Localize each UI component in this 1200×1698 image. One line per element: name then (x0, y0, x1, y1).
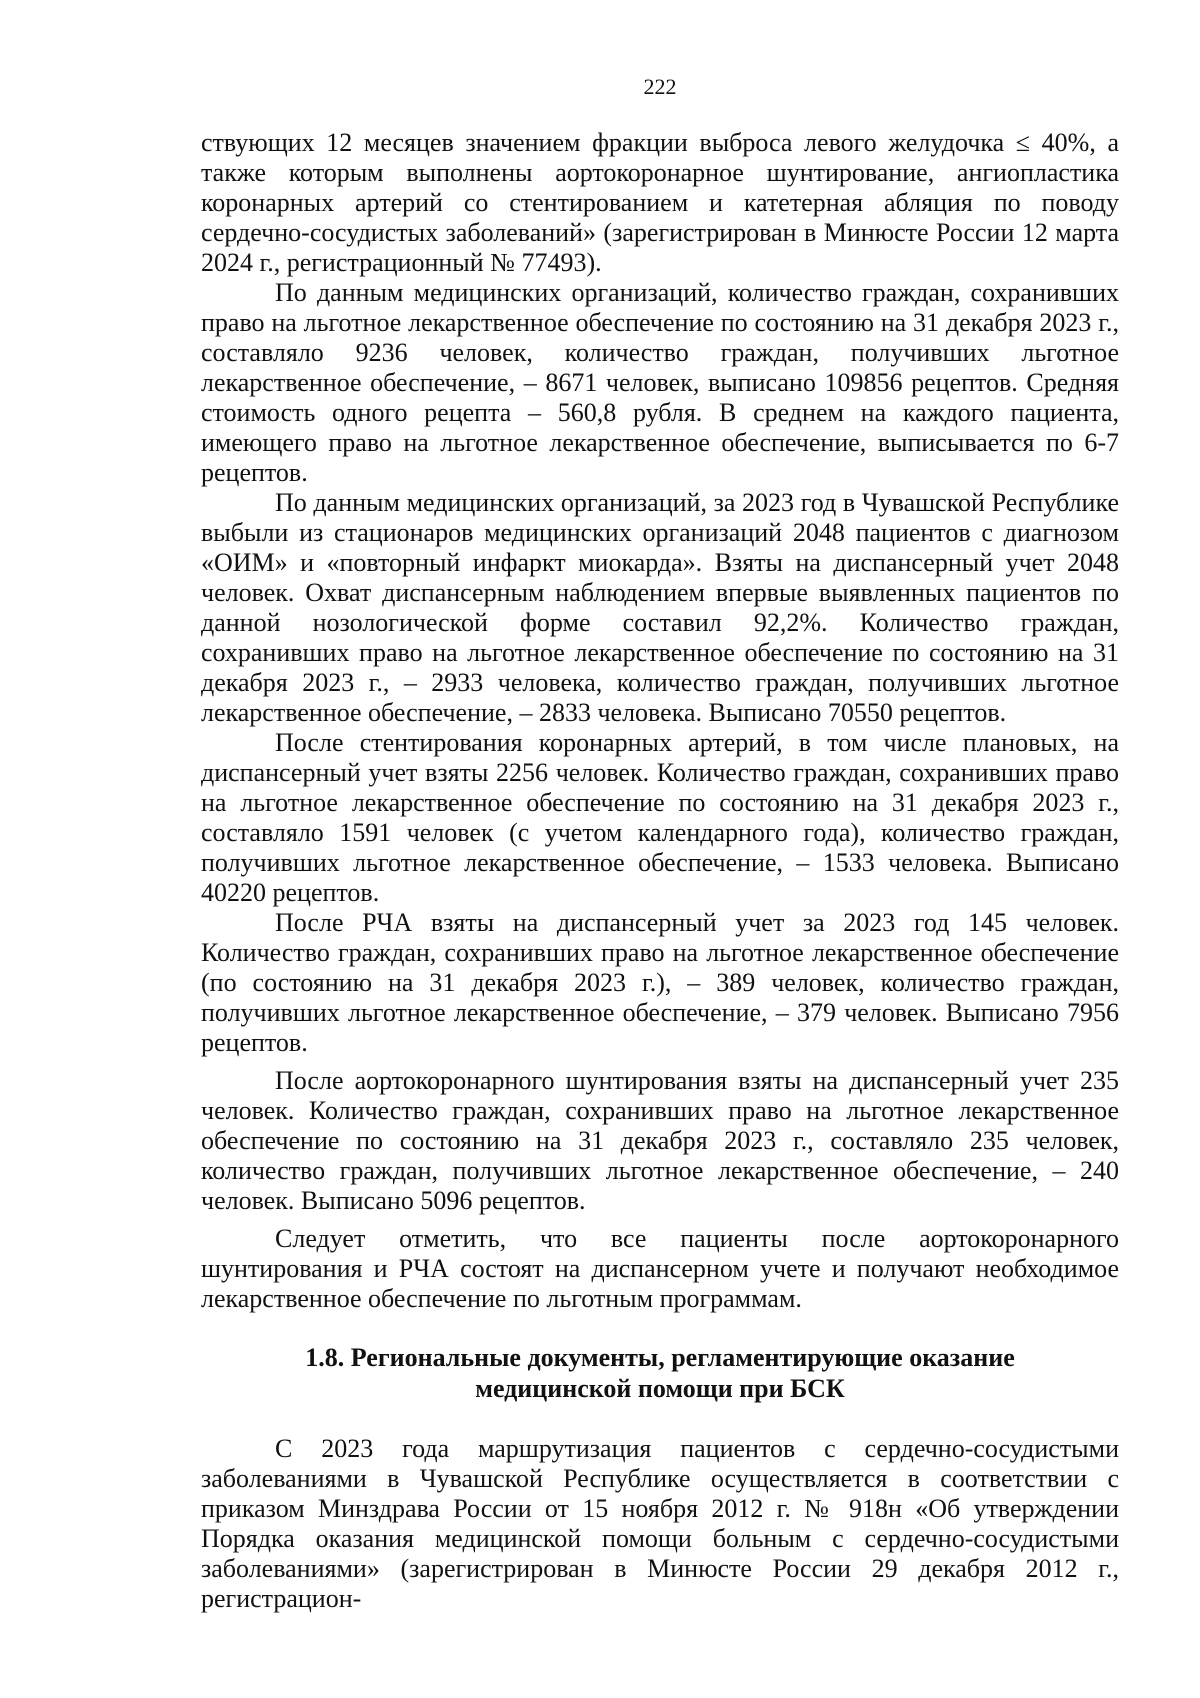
section-heading-line-1: 1.8. Региональные документы, регламентирующие оказание (305, 1343, 1015, 1372)
page-number: 222 (643, 74, 677, 99)
paragraph-routing: С 2023 года маршрутизация пациентов с сердечно-сосудистыми заболеваниями в Чувашской Республике осуществляется в соответствии с приказом Минздрава России от 15 ноября 2012 г. № 918н «Об утверждении Порядка оказания медицинской помощи больным с сердечно-сосудистыми заболеваниями» (зарегистрирован в Минюсте России 29 декабря 2012 г., регистрацион- (201, 1434, 1119, 1613)
paragraph-rfa: После РЧА взяты на диспансерный учет за 2023 год 145 человек. Количество граждан, сохранивших право на льготное лекарственное обеспечение (по состоянию на 31 декабря 2023 г.), – 389 человек, количество граждан, получивших льготное лекарственное обеспечение, – 379 человек. Выписано 7956 рецептов. (201, 908, 1119, 1057)
paragraph-myocardial-infarction: По данным медицинских организаций, за 2023 год в Чувашской Республике выбыли из стационаров медицинских организаций 2048 пациентов с диагнозом «ОИМ» и «повторный инфаркт миокарда». Взяты на диспансерный учет 2048 человек. Охват диспансерным наблюдением впервые выявленных пациентов по данной нозологической форме составил 92,2%. Количество граждан, сохранивших право на льготное лекарственное обеспечение по состоянию на 31 декабря 2023 г., – 2933 человека, количество граждан, получивших льготное лекарственное обеспечение, – 2833 человека. Выписано 70550 рецептов. (201, 488, 1119, 727)
paragraph-bypass: После аортокоронарного шунтирования взяты на диспансерный учет 235 человек. Количество граждан, сохранивших право на льготное лекарственное обеспечение по состоянию на 31 декабря 2023 г., составляло 235 человек, количество граждан, получивших льготное лекарственное обеспечение, – 240 человек. Выписано 5096 рецептов. (201, 1066, 1119, 1215)
paragraph-continuation: ствующих 12 месяцев значением фракции выброса левого желудочка ≤ 40%, а также которым выполнены аортокоронарное шунтирование, ангиопластика коронарных артерий со стентированием и катетерная абляция по поводу сердечно-сосудистых заболеваний» (зарегистрирован в Минюсте России 12 марта 2024 г., регистрационный № 77493). (201, 128, 1119, 277)
paragraph-stenting: После стентирования коронарных артерий, в том числе плановых, на диспансерный учет взяты 2256 человек. Количество граждан, сохранивших право на льготное лекарственное обеспечение по состоянию на 31 декабря 2023 г., составляло 1591 человек (с учетом календарного года), количество граждан, получивших льготное лекарственное обеспечение, – 1533 человека. Выписано 40220 рецептов. (201, 728, 1119, 907)
document-body (201, 128, 1119, 1614)
section-heading-line-2: медицинской помощи при БСК (475, 1374, 845, 1403)
section-heading (201, 1342, 1119, 1404)
paragraph-preferential-drugs: По данным медицинских организаций, количество граждан, сохранивших право на льготное лекарственное обеспечение по состоянию на 31 декабря 2023 г., составляло 9236 человек, количество граждан, получивших льготное лекарственное обеспечение, – 8671 человек, выписано 109856 рецептов. Средняя стоимость одного рецепта – 560,8 рубля. В среднем на каждого пациента, имеющего право на льготное лекарственное обеспечение, выписывается по 6-7 рецептов. (201, 278, 1119, 487)
paragraph-conclusion: Следует отметить, что все пациенты после аортокоронарного шунтирования и РЧА состоят на диспансерном учете и получают необходимое лекарственное обеспечение по льготным программам. (201, 1224, 1119, 1313)
